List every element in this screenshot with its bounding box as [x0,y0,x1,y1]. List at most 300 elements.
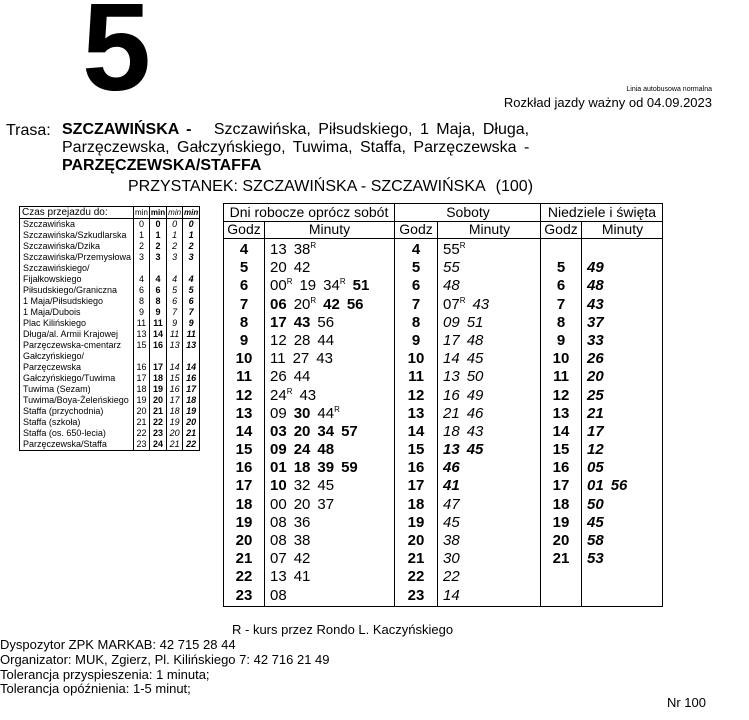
travel-time: 18 [167,406,183,417]
minute-value: 43 [316,350,333,368]
minute-value: 13 [270,568,287,586]
travel-stop-name: 1 Maja/Piłsudskiego [23,296,104,306]
travel-unit-header: min [135,208,148,217]
minutes-row [443,423,496,441]
hour-header: Godz [224,221,265,239]
minutes-row [270,477,376,495]
minute-value: 38 [443,532,460,549]
travel-time: 22 [149,417,166,428]
minutes-row [443,514,496,532]
route-variant-mark: R [339,277,346,287]
departure-minute [443,387,460,405]
travel-time: 5 [183,285,200,296]
valid-from-date: Rozkład jazdy ważny od 04.09.2023 [503,95,712,110]
departure-minute [443,568,460,586]
hour-cell: 17 [552,477,570,495]
departure-minute [467,332,484,350]
departure-minute [443,550,460,568]
hour-cell: 9 [239,331,249,349]
hour-cell: 13 [407,404,425,422]
departure-minute [294,532,311,550]
route-variant-mark: R [310,241,317,250]
travel-row [20,362,200,373]
minutes-row [587,496,634,514]
minute-value: 14 [443,586,460,604]
minute-value: 39 [317,459,335,477]
departure-minute [443,532,460,550]
departure-minute [443,368,460,386]
travel-time: 23 [149,428,166,439]
timetable-section [224,204,394,606]
line-number: 5 [82,0,149,117]
hour-cell [541,241,581,259]
travel-row [20,230,200,241]
minute-value: 38 [293,241,311,258]
hour-cell: 15 [235,441,253,459]
minute-value: 00 [270,495,287,513]
departure-minute [587,532,604,550]
minutes-row [443,387,496,405]
travel-time: 2 [167,241,183,252]
minute-value: 26 [270,368,287,386]
travel-time: 19 [167,417,183,428]
minutes-row [443,350,496,368]
minute-value: 58 [587,532,604,549]
minute-value: 48 [317,441,335,459]
minutes-row [443,568,496,586]
travel-time: 18 [183,395,200,406]
travel-time: 19 [183,406,200,417]
minute-value: 45 [466,441,484,459]
minute-value: 07 [443,295,460,313]
minutes-row [443,405,496,423]
departure-minute [294,441,311,459]
travel-time [183,263,200,274]
departure-minute [467,405,484,423]
travel-time: 19 [134,395,150,406]
departure-minute [353,277,370,295]
travel-stop-name: Szczawińska [23,219,76,229]
departure-minute [270,568,287,586]
departure-minute [587,259,604,277]
travel-time: 18 [134,384,150,395]
hour-cell: 16 [407,459,425,477]
travel-time: 2 [149,241,166,252]
hour-separator [437,221,438,606]
travel-time: 11 [183,329,200,340]
departure-minute [293,350,310,368]
minute-value: 30 [443,550,460,568]
minute-value: 08 [270,532,287,549]
travel-time: 17 [134,373,150,384]
minutes-row [270,405,376,423]
travel-time: 11 [134,318,150,329]
minute-value: 48 [587,277,604,295]
travel-time: 21 [134,417,150,428]
minute-value: 41 [443,477,460,495]
departure-minute [270,423,287,441]
hour-cell: 5 [411,259,421,277]
departure-minute [587,350,604,368]
departure-minute [443,587,460,605]
hour-cell: 6 [556,277,566,295]
departure-minute [294,314,311,332]
departure-minute [587,459,604,477]
departure-minute [270,550,287,568]
minutes-row [443,277,496,295]
travel-time: 16 [183,373,200,384]
minute-value: 53 [587,550,604,568]
minutes-row [443,332,496,350]
hour-cell: 6 [239,277,249,295]
minute-value: 01 [270,459,287,477]
minute-value: 46 [466,404,484,422]
minutes-row [270,423,376,441]
minute-value: 26 [587,350,604,368]
departure-minute [467,314,484,332]
minute-value: 10 [270,477,287,495]
hour-cell: 19 [407,513,425,531]
minute-value: 00 [270,277,287,295]
travel-row [20,318,200,329]
departure-minute [294,405,311,423]
tolerance-late: Tolerancja opóźnienia: 1-5 minut; [0,681,191,696]
hour-cell: 9 [411,331,421,349]
minute-value: 21 [443,404,460,422]
minute-value: 44 [317,331,335,349]
departure-minute [270,496,287,514]
minutes-row [587,423,634,441]
travel-header-row [20,207,200,219]
minute-value: 42 [293,550,311,568]
hour-cell: 21 [235,550,253,568]
departure-minute [587,277,604,295]
route-variant-mark: R [334,404,340,414]
travel-stop-name: Parzęczewska-cmentarz [23,340,122,350]
departure-minute [317,441,334,459]
departure-minute [443,459,460,477]
travel-time: 20 [134,406,150,417]
organizer-info: Organizator: MUK, Zgierz, Pl. Kilińskiego 7: 42 716 21 49 [0,652,330,667]
stop-header [128,178,533,196]
departure-minute [587,496,604,514]
minute-value: 56 [317,313,335,331]
departure-minute [270,296,287,314]
departure-minute [347,296,364,314]
minute-value: 09 [270,441,287,459]
travel-time: 9 [167,318,183,329]
travel-time: 3 [167,252,183,263]
timetable-section [394,204,541,606]
travel-row [20,406,200,417]
minute-value: 19 [299,277,317,295]
minute-value: 27 [292,350,310,368]
departure-minute [317,496,334,514]
travel-stop-name: Staffa (przychodnia) [23,406,104,416]
hour-cell: 12 [407,386,425,404]
travel-row [20,274,200,285]
minute-value: 45 [587,513,604,531]
travel-row [20,395,200,406]
minute-value: 13 [443,441,460,459]
travel-stop-name: Szczawińska/Szkudlarska [23,230,127,240]
line-type: Linia autobusowa normalna [626,86,712,93]
departure-minute [270,532,287,550]
minutes-row [443,296,496,314]
departure-minute [443,277,460,295]
hours-column [395,241,437,605]
minute-value: 50 [466,368,484,386]
minute-value: 06 [270,295,287,313]
minutes-row [270,532,376,550]
travel-stop-name: Fijałkowskiego [23,274,82,284]
minute-value: 11 [270,350,286,368]
departure-minute [294,459,311,477]
travel-time: 16 [134,362,150,373]
hour-separator [581,221,582,606]
minutes-row [587,477,634,495]
hour-cell: 5 [239,259,249,277]
departure-minute [341,423,358,441]
travel-stop-name: Gałczyńskiego/ [23,351,85,361]
minute-value: 33 [587,331,604,349]
minutes-row [270,441,376,459]
travel-time: 15 [134,340,150,351]
travel-time: 0 [167,219,183,231]
route-variant-mark: R [459,295,466,305]
minutes-row [270,350,376,368]
travel-time: 11 [149,318,166,329]
minutes-row [587,459,634,477]
travel-time: 16 [149,340,166,351]
section-title: Niedziele i święta [541,204,663,222]
travel-time: 4 [134,274,150,285]
departure-minute [443,332,460,350]
hour-cell: 23 [235,586,253,604]
departure-minute [294,477,311,495]
departure-minute [270,477,287,495]
minutes-row [587,277,634,295]
route-variant-mark: R [459,241,466,250]
minutes-row [443,241,496,259]
travel-time [167,351,183,362]
minutes-header: Minuty [438,221,541,239]
departure-minute [323,277,345,295]
minute-value: 12 [270,331,287,349]
travel-time: 2 [183,241,200,252]
hour-cell: 12 [235,386,253,404]
minute-value: 20 [293,295,311,313]
minute-value: 05 [587,459,604,477]
hour-cell: 10 [235,350,253,368]
travel-time: 21 [167,439,183,451]
departure-minute [317,405,339,423]
travel-time: 8 [149,296,166,307]
hour-cell: 22 [407,568,425,586]
hour-cell: 8 [556,313,566,331]
hour-cell: 19 [235,513,253,531]
minutes-row [443,477,496,495]
hour-separator [264,221,265,606]
minute-value: 28 [293,331,311,349]
minute-value: 14 [443,350,460,368]
minutes-row [443,368,496,386]
travel-time: 6 [167,296,183,307]
minutes-row [270,314,376,332]
departure-minute [270,387,292,405]
departure-minute [270,332,287,350]
hour-cell: 4 [411,241,421,258]
travel-time: 17 [149,362,166,373]
departure-minute [587,314,604,332]
departure-minute [270,314,287,332]
minute-value: 12 [587,441,604,459]
minute-value: 18 [293,459,311,477]
travel-time [167,263,183,274]
travel-unit-header: min [168,208,182,217]
minutes-row [270,387,376,405]
hour-cell: 10 [407,350,425,368]
departure-minute [270,259,287,277]
minutes-column [270,241,376,605]
minute-value: 44 [317,404,335,422]
minutes-row [587,259,634,277]
hours-column [224,241,264,605]
travel-time: 18 [149,373,166,384]
departure-minute [270,459,287,477]
hour-header: Godz [541,221,582,239]
minutes-row [443,459,496,477]
hour-cell: 15 [552,441,570,459]
departure-minute [443,241,465,259]
travel-time: 1 [134,230,150,241]
departure-minute [467,423,484,441]
hour-cell: 14 [552,422,570,440]
departure-minute [467,441,484,459]
travel-time: 14 [149,329,166,340]
travel-time: 13 [134,329,150,340]
hour-cell: 22 [235,568,253,586]
minute-value: 56 [610,477,628,495]
minute-value: 09 [443,313,460,331]
travel-stop-name: Staffa (szkoła) [23,417,81,427]
travel-row [20,384,200,395]
minutes-column [443,241,496,605]
travel-stop-name: Długa/al. Armii Krajowej [23,329,119,339]
travel-row [20,373,200,384]
route-end: PARZĘCZEWSKA/STAFFA [62,157,262,174]
travel-time: 21 [149,406,166,417]
travel-time: 7 [167,307,183,318]
minutes-row [587,532,634,550]
travel-time: 24 [149,439,166,451]
travel-unit-header: min [150,208,166,217]
minutes-row [443,441,496,459]
travel-time: 3 [149,252,166,263]
travel-time: 13 [183,340,200,351]
departure-minute [443,496,460,514]
travel-row [20,263,200,274]
departure-minute [317,459,334,477]
hour-cell: 16 [552,459,570,477]
minutes-row [443,532,496,550]
section-title: Dni robocze oprócz sobót [224,204,394,222]
minutes-row [270,514,376,532]
minutes-row [443,587,496,605]
travel-row [20,329,200,340]
route-variant-mark: R [286,386,293,396]
hour-cell: 7 [411,295,421,313]
minute-value: 56 [346,295,364,313]
hour-cell: 7 [239,295,249,313]
minute-value: 17 [270,313,287,331]
travel-stop-name: Piłsudskiego/Graniczna [23,285,118,295]
route-start: SZCZAWIŃSKA - [62,121,192,138]
departure-minute [270,241,287,259]
travel-time: 4 [149,274,166,285]
departure-minute [323,296,340,314]
tolerance-early: Tolerancja przyspieszenia: 1 minuta; [0,667,210,682]
departure-minute [299,277,316,295]
hour-cell: 8 [411,313,421,331]
hour-cell: 17 [235,477,253,495]
minute-value: 37 [587,313,604,331]
travel-time: 16 [167,384,183,395]
departure-minute [317,332,334,350]
hour-cell: 8 [239,313,249,331]
departure-minute [270,587,287,605]
minutes-row [270,368,376,386]
travel-stop-name: Staffa (os. 650-lecia) [23,428,106,438]
departure-minute [316,350,333,368]
departure-minute [294,550,311,568]
travel-time: 2 [134,241,150,252]
travel-time: 5 [167,285,183,296]
travel-time [134,351,150,362]
hour-cell: 13 [552,404,570,422]
timetable-section [540,204,663,606]
travel-times-table [19,206,200,451]
hour-cell: 18 [407,495,425,513]
minutes-row [270,587,376,605]
travel-time: 14 [183,362,200,373]
travel-time: 4 [167,274,183,285]
travel-time: 6 [149,285,166,296]
travel-time [149,263,166,274]
minute-value: 45 [466,350,484,368]
travel-row [20,285,200,296]
departure-minute [587,550,604,568]
section-title: Soboty [395,204,541,222]
departure-minute [294,514,311,532]
hour-cell: 21 [407,550,425,568]
departure-minute [587,514,604,532]
departure-minute [443,514,460,532]
minute-value: 13 [270,241,287,258]
departure-minute [294,568,311,586]
departure-minute [294,259,311,277]
travel-time: 14 [167,362,183,373]
travel-row [20,439,200,451]
travel-row [20,241,200,252]
minute-value: 17 [443,331,460,349]
departure-minute [443,477,460,495]
departure-minute [611,477,628,495]
minute-value: 47 [443,495,460,513]
travel-stop-name: Tuwima/Boya-Żeleńskiego [23,395,129,405]
travel-time: 6 [134,285,150,296]
stop-number: (100) [495,178,534,195]
